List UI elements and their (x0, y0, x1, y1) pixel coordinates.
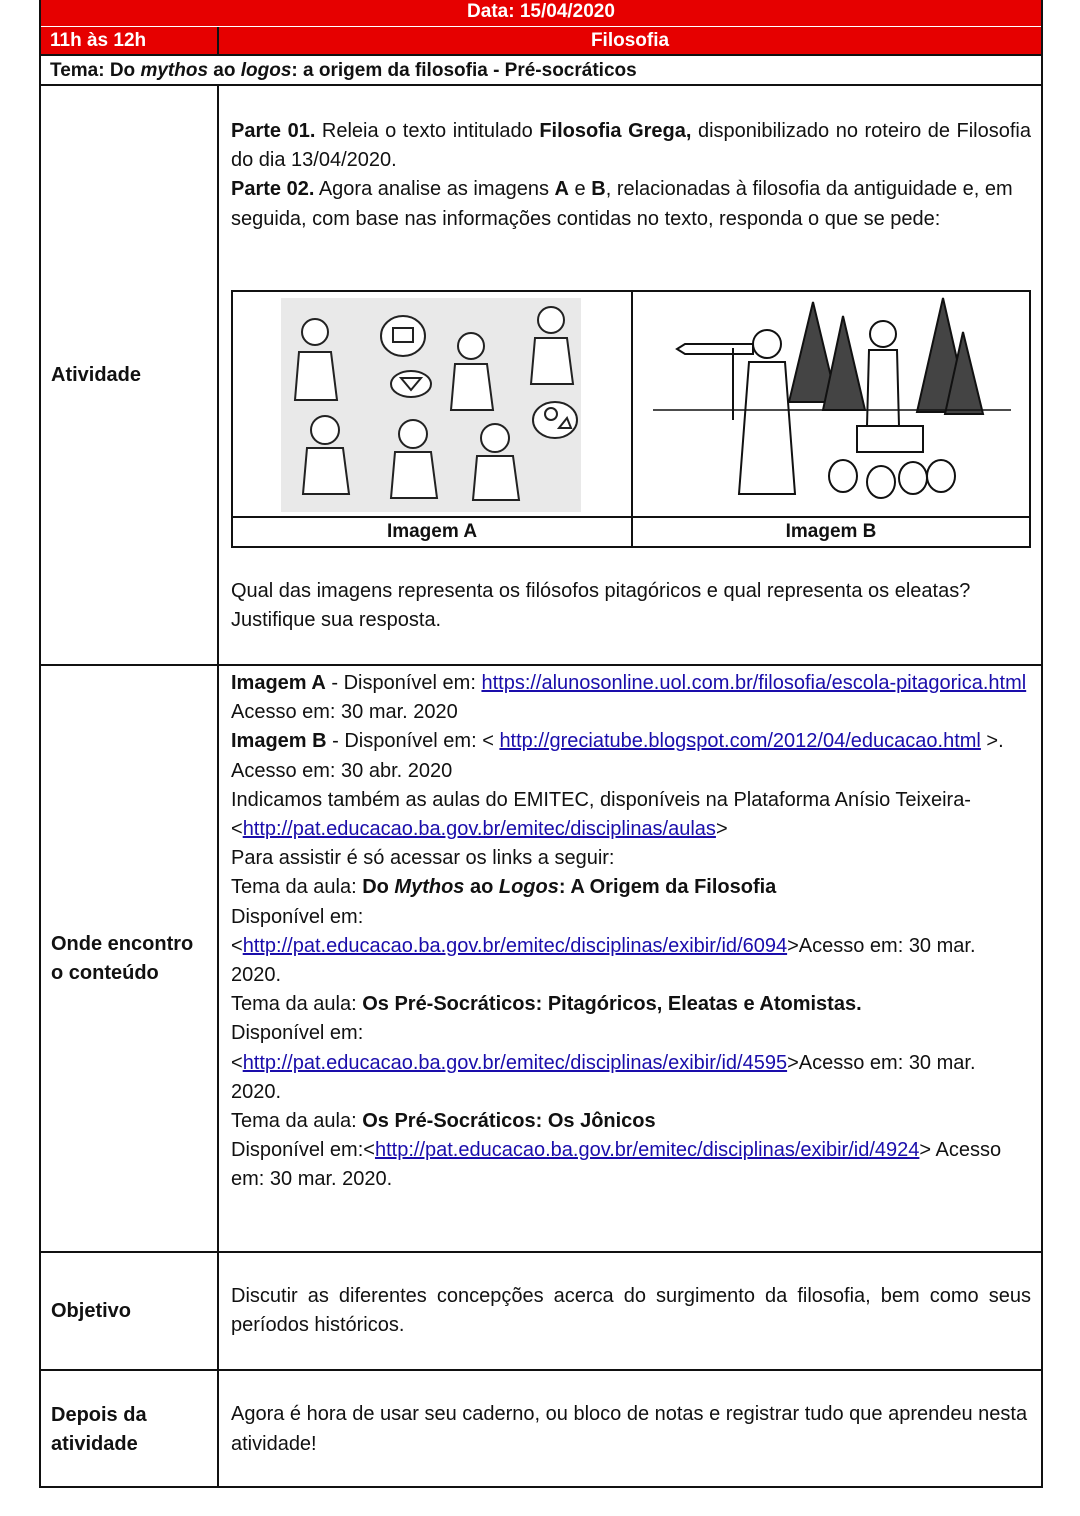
imagem-a-access: Acesso em: 30 mar. 2020 (231, 701, 458, 724)
tema-mid: ao (208, 60, 241, 81)
aula1-access: >Acesso em: 30 mar. 2020. (231, 934, 976, 987)
assistir-text: Para assistir é só acessar os links a seguir: (231, 847, 615, 870)
time-subject-row (41, 27, 1041, 56)
imagem-a-source (231, 669, 1031, 727)
date-header: Data: 15/04/2020 (41, 0, 1041, 27)
parte1-bold: Parte 01. (231, 120, 316, 142)
tema-prefix: Tema: Do (50, 60, 141, 81)
tema-suffix: : a origem da filosofia - Pré-socráticos (291, 60, 637, 81)
pythagoreans-illustration (233, 292, 631, 516)
image-caption-row (233, 516, 1029, 546)
aula1-link[interactable]: http://pat.educacao.ba.gov.br/emitec/disciplinas/exibir/id/6094 (242, 934, 788, 957)
time-cell: 11h às 12h (41, 27, 219, 54)
aula1-mythos: Mythos (394, 876, 465, 899)
emitec-end: > (715, 818, 728, 841)
aula3-source (231, 1136, 1031, 1194)
depois-label (41, 1371, 219, 1488)
aula3-prefix: Tema da aula: (231, 1110, 363, 1133)
aula2-title (231, 990, 1031, 1019)
parte1-title: Filosofia Grega, (539, 120, 692, 142)
onde-label-line2: o conteúdo (51, 961, 159, 984)
aula2-disponivel: Disponível em:< (231, 1022, 364, 1074)
imagem-b-access: >. Acesso em: 30 abr. 2020 (231, 730, 1004, 782)
objetivo-content (219, 1253, 1041, 1369)
imagem-b-text: - Disponível em: < (326, 730, 500, 753)
depois-label-line1: Depois da (51, 1403, 147, 1426)
atividade-label: Atividade (41, 86, 219, 664)
parte1-end: disponibilizado no roteiro de Filosofia do dia 13/04/2020. (231, 120, 1031, 172)
lesson-sheet (39, 0, 1043, 1488)
aula3-title-bold: Os Pré-Socráticos: Os Jônicos (362, 1110, 656, 1133)
imagem-b-bold: Imagem B (231, 730, 327, 753)
subject-cell: Filosofia (590, 30, 670, 51)
aula2-source (231, 1019, 991, 1107)
parte2-end: , relacionadas à filosofia da antiguidade e, em seguida, com base nas informações contidas no texto, responda o que se pede: (231, 178, 1013, 230)
eleatics-illustration (633, 292, 1029, 516)
parte1-text: Releia o texto intitulado (315, 120, 540, 142)
onde-content (219, 666, 1041, 1251)
onde-label-line1: Onde encontro (51, 932, 194, 955)
depois-label-line2: atividade (51, 1432, 138, 1455)
parte2-bold: Parte 02. (231, 178, 315, 201)
imagem-a-text: - Disponível em: (325, 672, 482, 694)
question-text: Qual das imagens representa os filósofos pitagóricos e qual representa os eleatas? Justifique sua resposta. (231, 580, 971, 632)
aula2-title-bold: Os Pré-Socráticos: Pitagóricos, Eleatas e Atomistas. (362, 993, 862, 1016)
objetivo-row (41, 1253, 1041, 1371)
tema-heading (41, 56, 1041, 86)
aula1-logos: Logos (498, 876, 559, 899)
aula3-disponivel: Disponível em:< (231, 1139, 375, 1162)
aula2-link[interactable]: http://pat.educacao.ba.gov.br/emitec/disciplinas/exibir/id/4595 (242, 1051, 788, 1074)
image-a-caption: Imagem A (233, 518, 633, 546)
image-a (233, 292, 633, 516)
aula3-title (231, 1107, 1031, 1136)
parte2-paragraph (231, 175, 1031, 233)
tema-logos: logos (240, 60, 292, 81)
objetivo-label: Objetivo (41, 1253, 219, 1369)
aula1-disponivel: Disponível em: (231, 905, 364, 928)
emitec-paragraph (231, 786, 1031, 844)
aula2-access: >Acesso em: 30 mar. 2020. (231, 1051, 976, 1103)
parte2-e: e (569, 178, 592, 201)
tema-mythos: mythos (140, 60, 209, 81)
depois-text: Agora é hora de usar seu caderno, ou bloco de notas e registrar tudo que aprendeu nesta atividade! (231, 1403, 1028, 1455)
aula1-do: Do (362, 876, 395, 899)
image-b-caption: Imagem B (785, 521, 877, 542)
imagem-b-link[interactable]: http://greciatube.blogspot.com/2012/04/educacao.html (499, 730, 981, 753)
aula3-link[interactable]: http://pat.educacao.ba.gov.br/emitec/disciplinas/exibir/id/4924 (374, 1139, 920, 1162)
imagem-a-link[interactable]: https://alunosonline.uol.com.br/filosofia/escola-pitagorica.html (481, 672, 1027, 694)
aula2-prefix: Tema da aula: (231, 993, 363, 1016)
parte2-text: Agora analise as imagens (314, 178, 555, 201)
aula1-rest: : A Origem da Filosofia (558, 876, 777, 899)
aula1-title (231, 873, 1031, 902)
imagem-b-source (231, 727, 1031, 785)
aula1-ao: ao (464, 876, 499, 899)
parte2-b: B (591, 178, 606, 201)
parte1-paragraph (231, 117, 1031, 175)
aula1-source (231, 932, 1031, 990)
onde-row (41, 666, 1041, 1253)
aula1-prefix: Tema da aula: (231, 876, 363, 899)
imagem-a-bold: Imagem A (231, 672, 326, 694)
atividade-row (41, 86, 1041, 666)
image-b (633, 292, 1029, 516)
objetivo-text: Discutir as diferentes concepções acerca do surgimento da filosofia, bem como seus períodos históricos. (231, 1284, 1031, 1336)
onde-label (41, 666, 219, 1251)
depois-row (41, 1371, 1041, 1488)
aula1-lt: < (231, 934, 243, 957)
image-table (231, 290, 1031, 548)
parte2-a: A (554, 178, 569, 201)
emitec-link[interactable]: http://pat.educacao.ba.gov.br/emitec/disciplinas/aulas (242, 818, 716, 841)
aula3-access: > Acesso em: 30 mar. 2020. (231, 1139, 1002, 1191)
atividade-content (219, 86, 1041, 664)
depois-content (219, 1371, 1041, 1488)
emitec-text: Indicamos também as aulas do EMITEC, disponíveis na Plataforma Anísio Teixeira- < (231, 788, 971, 841)
